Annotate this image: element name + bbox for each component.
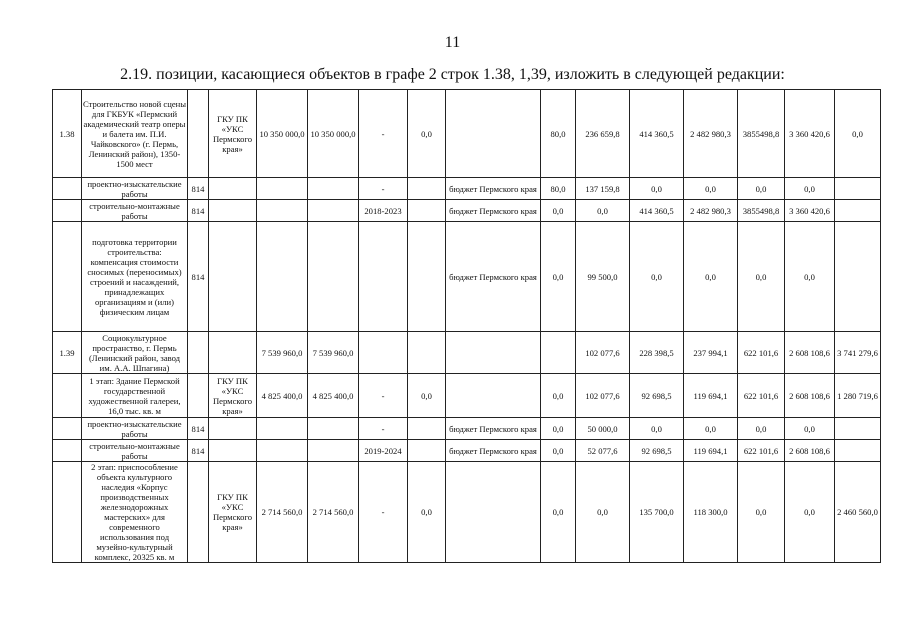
table-cell-c15: 2 608 108,6 xyxy=(785,440,835,462)
table-row xyxy=(53,222,881,332)
table-cell-c1: 1.38 xyxy=(53,90,82,178)
table-cell-c7: - xyxy=(359,178,408,200)
table-cell-c13: 0,0 xyxy=(684,178,738,200)
table-cell-c11: 50 000,0 xyxy=(576,418,630,440)
table-cell-c15: 3 360 420,6 xyxy=(785,90,835,178)
table-cell-c2: 1 этап: Здание Пермской государственной художественной галереи, 16,0 тыс. кв. м xyxy=(82,374,188,418)
table-cell-c15: 0,0 xyxy=(785,222,835,332)
table-cell-c12: 0,0 xyxy=(630,178,684,200)
table-cell-c15: 0,0 xyxy=(785,178,835,200)
table-row xyxy=(53,90,881,178)
table-cell-c16 xyxy=(835,200,881,222)
table-cell-c15: 0,0 xyxy=(785,462,835,563)
table-cell-c12: 228 398,5 xyxy=(630,332,684,374)
table-cell-c5: 10 350 000,0 xyxy=(257,90,308,178)
table-cell-c9 xyxy=(446,462,541,563)
table-cell-c8 xyxy=(408,222,446,332)
table-cell-c11: 236 659,8 xyxy=(576,90,630,178)
table-cell-c16: 2 460 560,0 xyxy=(835,462,881,563)
table-cell-c1 xyxy=(53,418,82,440)
table-cell-c1 xyxy=(53,200,82,222)
table-cell-c4: ГКУ ПК «УКС Пермского края» xyxy=(209,90,257,178)
table-cell-c6: 7 539 960,0 xyxy=(308,332,359,374)
table-cell-c4 xyxy=(209,440,257,462)
table-cell-c6: 2 714 560,0 xyxy=(308,462,359,563)
table-cell-c1 xyxy=(53,178,82,200)
table-cell-c4: ГКУ ПК «УКС Пермского края» xyxy=(209,462,257,563)
table-cell-c5 xyxy=(257,418,308,440)
objects-table xyxy=(52,89,881,563)
table-cell-c14: 622 101,6 xyxy=(738,440,785,462)
table-cell-c6 xyxy=(308,178,359,200)
table-cell-c13: 0,0 xyxy=(684,222,738,332)
table-row xyxy=(53,374,881,418)
table-cell-c9: бюджет Пермского края xyxy=(446,178,541,200)
table-cell-c3 xyxy=(188,90,209,178)
table-cell-c7 xyxy=(359,332,408,374)
table-cell-c11: 102 077,6 xyxy=(576,374,630,418)
table-cell-c3 xyxy=(188,462,209,563)
table-cell-c8: 0,0 xyxy=(408,462,446,563)
table-row xyxy=(53,200,881,222)
table-cell-c2: подготовка территории строительства: компенсация стоимости сносимых (переносимых) строений и насаждений, принадлежащих организациям и (или) физическим лицам xyxy=(82,222,188,332)
table-cell-c9: бюджет Пермского края xyxy=(446,440,541,462)
table-cell-c5: 2 714 560,0 xyxy=(257,462,308,563)
table-cell-c8: 0,0 xyxy=(408,374,446,418)
table-cell-c9 xyxy=(446,90,541,178)
table-cell-c5 xyxy=(257,200,308,222)
table-cell-c14: 622 101,6 xyxy=(738,374,785,418)
table-cell-c14: 0,0 xyxy=(738,462,785,563)
table-cell-c3: 814 xyxy=(188,200,209,222)
table-cell-c1 xyxy=(53,222,82,332)
table-cell-c12: 0,0 xyxy=(630,418,684,440)
table-cell-c14: 0,0 xyxy=(738,418,785,440)
table-cell-c6 xyxy=(308,222,359,332)
table-cell-c2: строительно-монтажные работы xyxy=(82,200,188,222)
table-cell-c2: Строительство новой сцены для ГКБУК «Пермский академический театр оперы и балета им. П.И. Чайковского» (г. Пермь, Ленинский район), 1350-1500 мест xyxy=(82,90,188,178)
table-cell-c5: 4 825 400,0 xyxy=(257,374,308,418)
table-cell-c3: 814 xyxy=(188,418,209,440)
table-cell-c2: Социокультурное пространство, г. Пермь (Ленинский район, завод им. А.А. Шпагина) xyxy=(82,332,188,374)
table-cell-c14: 0,0 xyxy=(738,178,785,200)
table-cell-c3: 814 xyxy=(188,222,209,332)
table-cell-c14: 622 101,6 xyxy=(738,332,785,374)
table-cell-c5 xyxy=(257,222,308,332)
table-cell-c11: 52 077,6 xyxy=(576,440,630,462)
table-cell-c9: бюджет Пермского края xyxy=(446,222,541,332)
table-cell-c1: 1.39 xyxy=(53,332,82,374)
table-cell-c7: - xyxy=(359,90,408,178)
table-row xyxy=(53,178,881,200)
table-cell-c12: 92 698,5 xyxy=(630,440,684,462)
table-cell-c2: проектно-изыскательские работы xyxy=(82,418,188,440)
table-cell-c5: 7 539 960,0 xyxy=(257,332,308,374)
table-cell-c13: 2 482 980,3 xyxy=(684,200,738,222)
table-cell-c16 xyxy=(835,418,881,440)
table-cell-c10: 0,0 xyxy=(541,440,576,462)
table-cell-c11: 137 159,8 xyxy=(576,178,630,200)
table-cell-c7: - xyxy=(359,374,408,418)
table-cell-c12: 414 360,5 xyxy=(630,200,684,222)
table-cell-c15: 2 608 108,6 xyxy=(785,332,835,374)
table-cell-c13: 2 482 980,3 xyxy=(684,90,738,178)
table-cell-c4 xyxy=(209,418,257,440)
table-cell-c10: 80,0 xyxy=(541,90,576,178)
table-row xyxy=(53,462,881,563)
table-cell-c12: 414 360,5 xyxy=(630,90,684,178)
table-cell-c5 xyxy=(257,178,308,200)
table-cell-c11: 99 500,0 xyxy=(576,222,630,332)
table-cell-c6 xyxy=(308,418,359,440)
table-cell-c16: 1 280 719,6 xyxy=(835,374,881,418)
table-cell-c10: 0,0 xyxy=(541,200,576,222)
table-cell-c8 xyxy=(408,418,446,440)
table-cell-c5 xyxy=(257,440,308,462)
table-cell-c16 xyxy=(835,440,881,462)
table-cell-c14: 0,0 xyxy=(738,222,785,332)
table-cell-c1 xyxy=(53,374,82,418)
section-heading: 2.19. позиции, касающиеся объектов в графе 2 строк 1.38, 1,39, изложить в следующей редакции: xyxy=(120,66,785,83)
table-cell-c12: 135 700,0 xyxy=(630,462,684,563)
table-cell-c9: бюджет Пермского края xyxy=(446,200,541,222)
table-cell-c3: 814 xyxy=(188,440,209,462)
table-row xyxy=(53,332,881,374)
table-cell-c7: 2019-2024 xyxy=(359,440,408,462)
table-cell-c8 xyxy=(408,200,446,222)
table-cell-c14: 3855498,8 xyxy=(738,90,785,178)
table-cell-c15: 2 608 108,6 xyxy=(785,374,835,418)
table-cell-c7: - xyxy=(359,418,408,440)
table-cell-c8 xyxy=(408,178,446,200)
table-cell-c4 xyxy=(209,200,257,222)
table-cell-c15: 3 360 420,6 xyxy=(785,200,835,222)
table-cell-c11: 0,0 xyxy=(576,200,630,222)
table-cell-c4 xyxy=(209,222,257,332)
table-cell-c10: 0,0 xyxy=(541,374,576,418)
table-cell-c16: 3 741 279,6 xyxy=(835,332,881,374)
table-cell-c16 xyxy=(835,178,881,200)
table-cell-c13: 118 300,0 xyxy=(684,462,738,563)
table-cell-c11: 102 077,6 xyxy=(576,332,630,374)
page-number: 11 xyxy=(444,34,461,51)
table-cell-c9 xyxy=(446,374,541,418)
table-cell-c13: 237 994,1 xyxy=(684,332,738,374)
table-cell-c4 xyxy=(209,332,257,374)
table-cell-c10: 80,0 xyxy=(541,178,576,200)
table-cell-c8: 0,0 xyxy=(408,90,446,178)
table-row xyxy=(53,440,881,462)
table-cell-c4 xyxy=(209,178,257,200)
table-cell-c3: 814 xyxy=(188,178,209,200)
table-cell-c10 xyxy=(541,332,576,374)
table-cell-c3 xyxy=(188,374,209,418)
table-cell-c6: 4 825 400,0 xyxy=(308,374,359,418)
table-cell-c2: строительно-монтажные работы xyxy=(82,440,188,462)
table-cell-c7: - xyxy=(359,462,408,563)
table-cell-c9 xyxy=(446,332,541,374)
table-cell-c6 xyxy=(308,440,359,462)
table-row xyxy=(53,418,881,440)
table-cell-c13: 0,0 xyxy=(684,418,738,440)
table-cell-c2: проектно-изыскательские работы xyxy=(82,178,188,200)
table-cell-c3 xyxy=(188,332,209,374)
table-cell-c10: 0,0 xyxy=(541,222,576,332)
table-cell-c14: 3855498,8 xyxy=(738,200,785,222)
table-cell-c12: 92 698,5 xyxy=(630,374,684,418)
table-cell-c13: 119 694,1 xyxy=(684,440,738,462)
table-cell-c6 xyxy=(308,200,359,222)
table-cell-c15: 0,0 xyxy=(785,418,835,440)
table-cell-c8 xyxy=(408,332,446,374)
table-cell-c13: 119 694,1 xyxy=(684,374,738,418)
table-cell-c4: ГКУ ПК «УКС Пермского края» xyxy=(209,374,257,418)
table-cell-c2: 2 этап: приспособление объекта культурного наследия «Корпус производственных железнодорожных мастерских» для современного использования под музейно-культурный комплекс, 20325 кв. м xyxy=(82,462,188,563)
table-cell-c7: 2018-2023 xyxy=(359,200,408,222)
table-cell-c7 xyxy=(359,222,408,332)
table-cell-c10: 0,0 xyxy=(541,462,576,563)
table-cell-c1 xyxy=(53,462,82,563)
table-cell-c12: 0,0 xyxy=(630,222,684,332)
table-cell-c9: бюджет Пермского края xyxy=(446,418,541,440)
table-cell-c6: 10 350 000,0 xyxy=(308,90,359,178)
table-cell-c10: 0,0 xyxy=(541,418,576,440)
table-cell-c11: 0,0 xyxy=(576,462,630,563)
table-cell-c16 xyxy=(835,222,881,332)
table-cell-c16: 0,0 xyxy=(835,90,881,178)
table-cell-c1 xyxy=(53,440,82,462)
table-cell-c8 xyxy=(408,440,446,462)
